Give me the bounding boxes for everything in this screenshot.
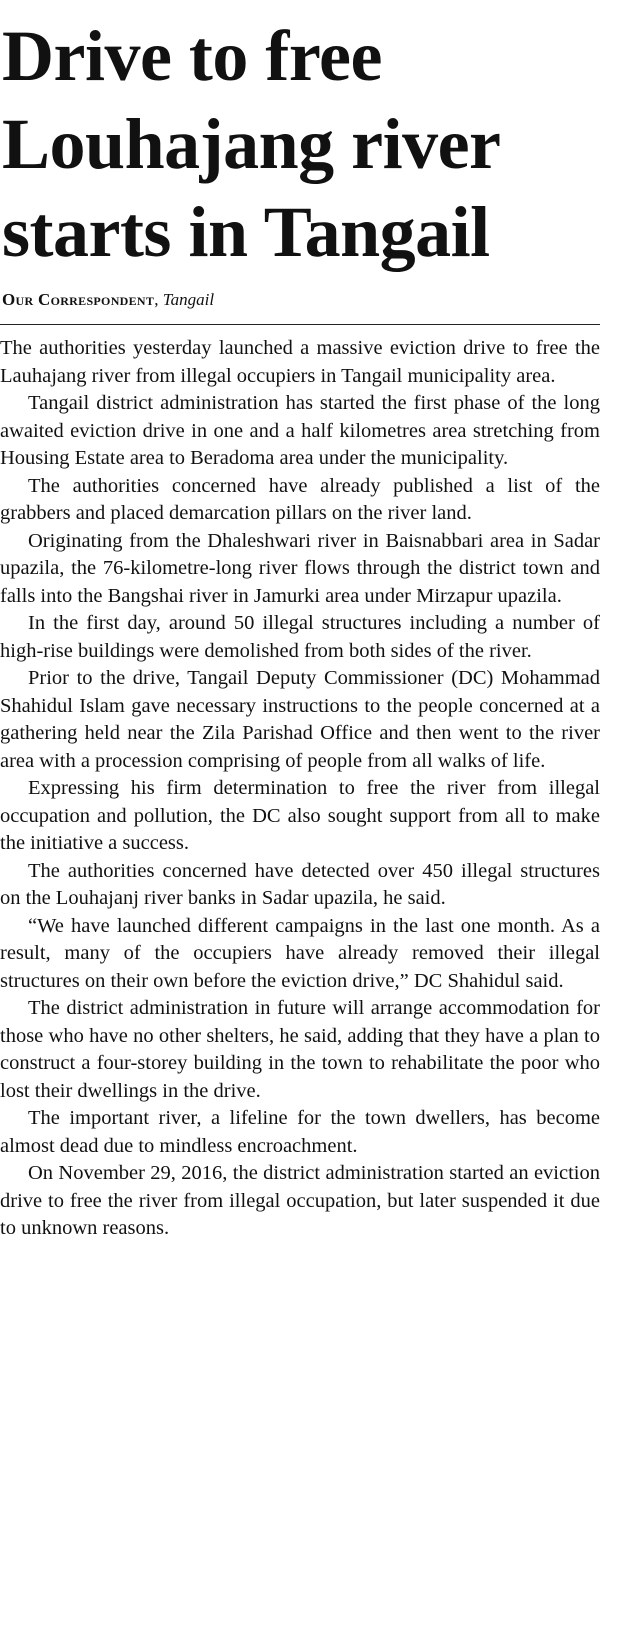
body-paragraph: The district administration in future will arrange accommodation for those who have no other shelters, he said, adding that they have a plan to construct a four-storey building in the town to rehabilitate the poor who lost their dwellings in the drive. bbox=[0, 997, 600, 1102]
byline-location: Tangail bbox=[162, 290, 215, 309]
headline-line: Louhajang river bbox=[2, 104, 501, 184]
headline-line: Drive to free bbox=[2, 16, 382, 96]
body-paragraph: “We have launched different campaigns in the last one month. As a result, many of the occupiers have already removed their illegal structures on their own before the eviction drive,” DC Shahidul said. bbox=[0, 914, 600, 992]
byline-author: Our Correspondent bbox=[2, 290, 155, 309]
byline-separator: , bbox=[154, 290, 163, 309]
article-body bbox=[0, 325, 600, 1243]
body-paragraph: Prior to the drive, Tangail Deputy Commissioner (DC) Mohammad Shahidul Islam gave necessary instructions to the people concerned at a gathering held near the Zila Parishad Office and then went to the river area with a procession comprising of people from all walks of life. bbox=[0, 667, 600, 772]
body-paragraph: Tangail district administration has started the first phase of the long awaited eviction drive in one and a half kilometres area stretching from Housing Estate area to Beradoma area under the municipality. bbox=[0, 392, 600, 469]
body-paragraph: The authorities concerned have detected over 450 illegal structures on the Louhajanj river banks in Sadar upazila, he said. bbox=[0, 859, 600, 909]
body-paragraph: In the first day, around 50 illegal structures including a number of high-rise buildings were demolished from both sides of the river. bbox=[0, 612, 600, 662]
headline bbox=[0, 0, 600, 276]
body-paragraph: The authorities yesterday launched a massive eviction drive to free the Lauhajang river from illegal occupiers in Tangail municipality area. bbox=[0, 337, 600, 387]
body-paragraph: The important river, a lifeline for the town dwellers, has become almost dead due to mindless encroachment. bbox=[0, 1107, 600, 1157]
body-paragraph: The authorities concerned have already published a list of the grabbers and placed demarcation pillars on the river land. bbox=[0, 474, 600, 524]
headline-line: starts in Tangail bbox=[2, 192, 490, 272]
body-paragraph: Originating from the Dhaleshwari river in Baisnabbari area in Sadar upazila, the 76-kilometre-long river flows through the district town and falls into the Bangshai river in Jamurki area under Mirzapur upazila. bbox=[0, 529, 600, 607]
byline bbox=[0, 276, 600, 316]
body-paragraph: On November 29, 2016, the district administration started an eviction drive to free the river from illegal occupation, but later suspended it due to unknown reasons. bbox=[0, 1162, 600, 1239]
body-paragraph: Expressing his firm determination to free the river from illegal occupation and pollution, the DC also sought support from all to make the initiative a success. bbox=[0, 777, 600, 854]
